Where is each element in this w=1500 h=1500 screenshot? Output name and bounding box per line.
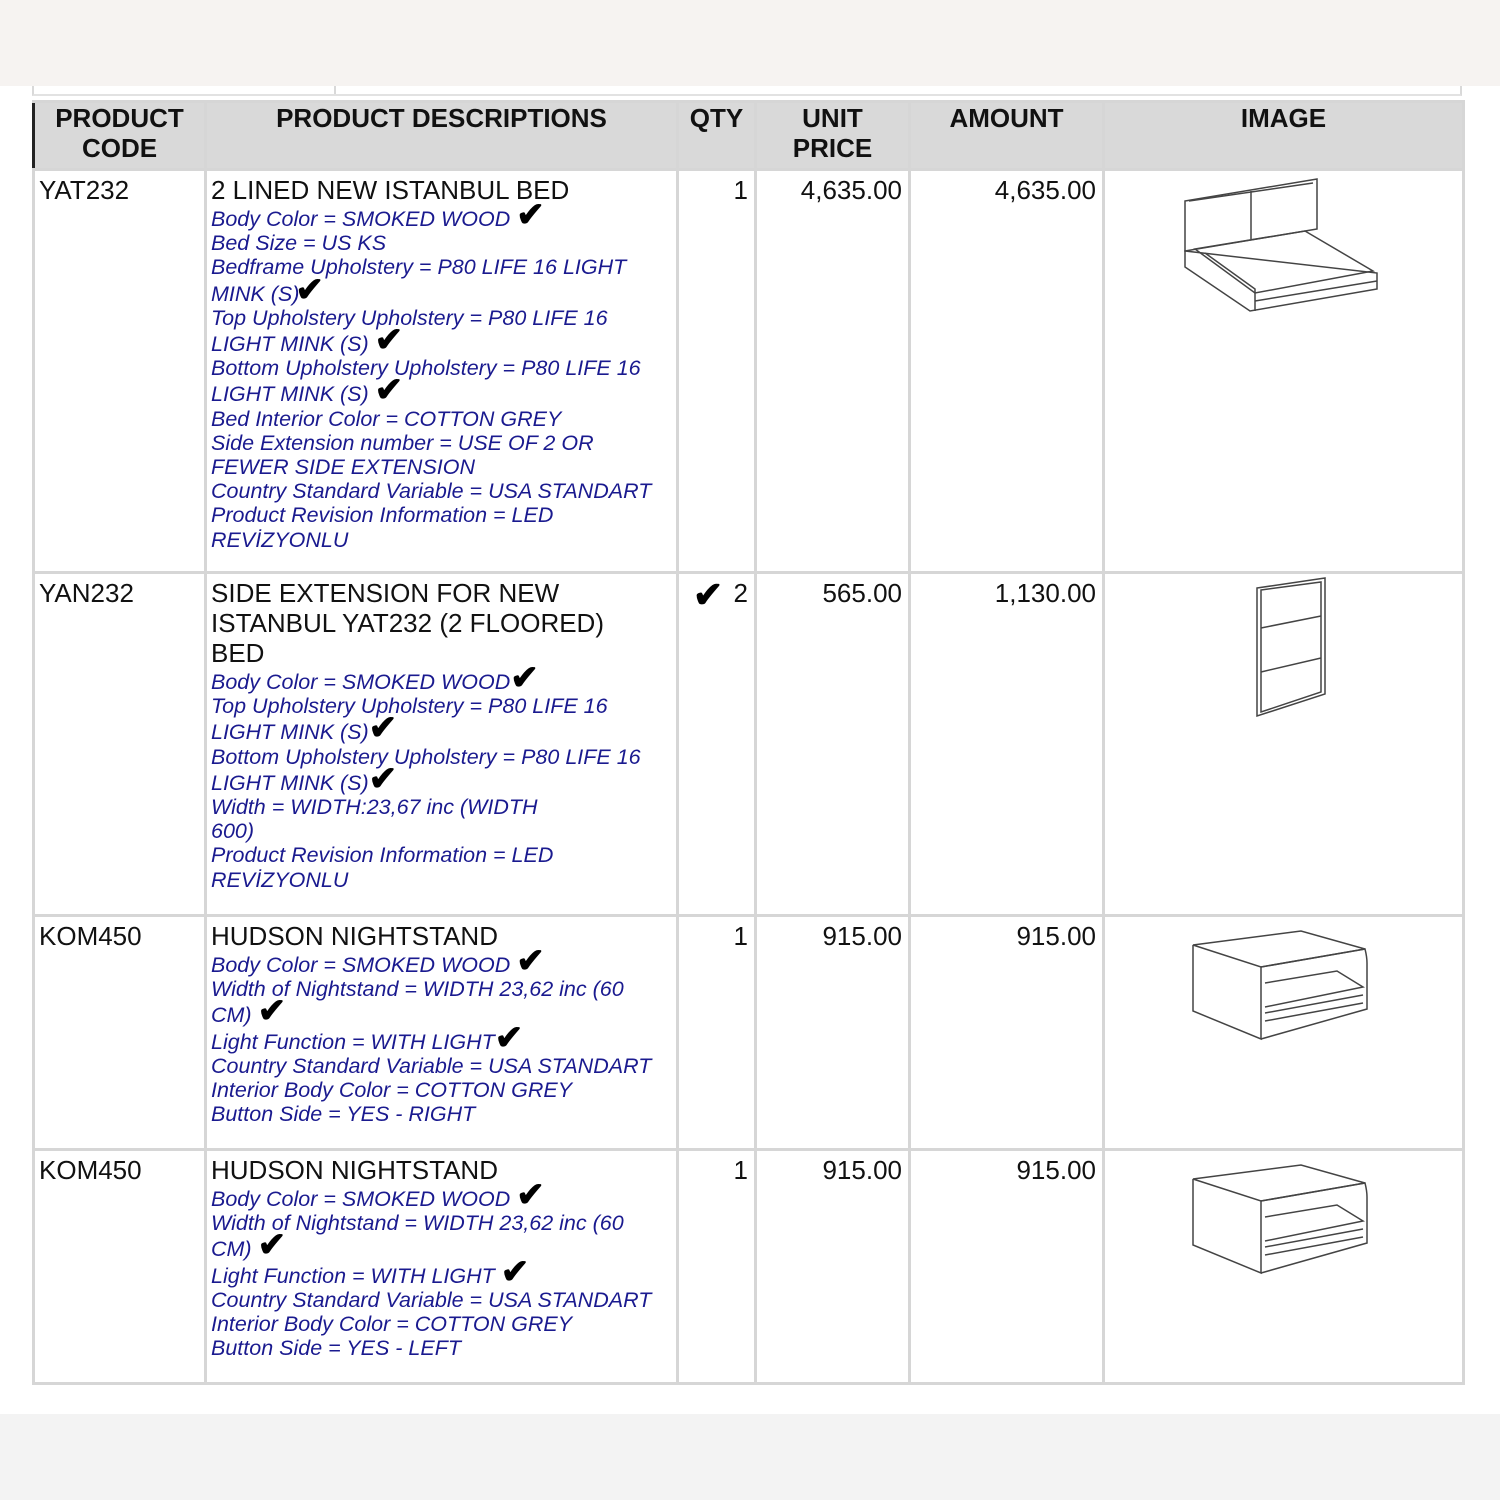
option-line: Body Color = SMOKED WOOD✔ (211, 659, 539, 697)
product-description (206, 1150, 678, 1384)
option-line: Body Color = SMOKED WOOD ✔ (211, 1176, 545, 1214)
option-line: Interior Body Color = COTTON GREY (211, 1078, 573, 1103)
checkmark-icon: ✔ (295, 270, 324, 309)
qty-cell (678, 573, 756, 916)
product-image (1104, 573, 1464, 916)
product-image (1104, 170, 1464, 573)
table-header-row (34, 102, 1464, 170)
product-code: YAN232 (34, 573, 206, 916)
product-title: HUDSON NIGHTSTAND (211, 921, 498, 951)
product-image (1104, 916, 1464, 1150)
option-line: Country Standard Variable = USA STANDART (211, 479, 652, 504)
product-image (1104, 1150, 1464, 1384)
header-image: IMAGE (1104, 102, 1464, 170)
option-line: Light Function = WITH LIGHT ✔ (211, 1252, 530, 1291)
bed-drawing-icon (1105, 171, 1465, 321)
checkmark-icon: ✔ (516, 942, 545, 980)
option-line: Top Upholstery Upholstery = P80 LIFE 16 LIGHT MINK (S)✔ (211, 694, 608, 748)
amount: 915.00 (910, 916, 1104, 1150)
checkmark-icon: ✔ (510, 659, 539, 697)
checkmark-icon: ✔ (494, 1018, 524, 1057)
product-description (206, 573, 678, 916)
bottom-band (0, 1414, 1500, 1500)
side-panel-drawing-icon (1105, 574, 1465, 724)
checkmark-icon: ✔ (516, 1176, 545, 1214)
order-sheet (0, 86, 1500, 1414)
product-code: YAT232 (34, 170, 206, 573)
table-row (34, 1150, 1464, 1384)
unit-price: 915.00 (756, 1150, 910, 1384)
product-title: SIDE EXTENSION FOR NEW ISTANBUL YAT232 (2 FLOORED) BED (211, 578, 604, 668)
order-table (32, 100, 1465, 1385)
checkmark-icon: ✔ (368, 759, 398, 798)
header-product-descriptions: PRODUCT DESCRIPTIONS (206, 102, 678, 170)
option-line: Bottom Upholstery Upholstery = P80 LIFE 16 LIGHT MINK (S)✔ (211, 744, 641, 798)
option-line: Width of Nightstand = WIDTH 23,62 inc (60 CM) ✔ (211, 1211, 624, 1265)
table-row (34, 916, 1464, 1150)
product-description (206, 170, 678, 573)
qty: 1 (678, 916, 756, 1150)
qty: 1 (678, 170, 756, 573)
amount: 4,635.00 (910, 170, 1104, 573)
product-title: 2 LINED NEW ISTANBUL BED (211, 175, 570, 205)
header-product-code: PRODUCT CODE (34, 102, 206, 170)
nightstand-drawing-icon (1105, 917, 1465, 1067)
nightstand-drawing-icon (1105, 1151, 1465, 1301)
unit-price: 4,635.00 (756, 170, 910, 573)
checkmark-icon: ✔ (257, 992, 287, 1031)
product-title: HUDSON NIGHTSTAND (211, 1155, 498, 1185)
option-line: Bed Size = US KS (211, 231, 387, 256)
header-amount: AMOUNT (910, 102, 1104, 170)
checkmark-icon: ✔ (516, 196, 545, 234)
option-line: Bedframe Upholstery = P80 LIFE 16 LIGHT MINK (S) ✔ (211, 255, 627, 309)
option-line: Width = WIDTH:23,67 inc (WIDTH 600) (211, 795, 538, 844)
option-line: Side Extension number = USE OF 2 OR FEWER SIDE EXTENSION (211, 430, 594, 480)
product-code: KOM450 (34, 916, 206, 1150)
option-line: Button Side = YES - LEFT (211, 1336, 461, 1361)
qty: 2 (733, 578, 748, 608)
option-line: Bottom Upholstery Upholstery = P80 LIFE 16 LIGHT MINK (S) ✔ (211, 356, 641, 410)
amount: 915.00 (910, 1150, 1104, 1384)
checkmark-icon: ✔ (693, 574, 724, 615)
option-line: Country Standard Variable = USA STANDART (211, 1053, 652, 1078)
unit-price: 915.00 (756, 916, 910, 1150)
option-line: Bed Interior Color = COTTON GREY (211, 406, 562, 431)
option-line: Width of Nightstand = WIDTH 23,62 inc (60 CM) ✔ (211, 977, 624, 1031)
option-line: Button Side = YES - RIGHT (211, 1102, 476, 1127)
header-qty: QTY (678, 102, 756, 170)
qty: 1 (678, 1150, 756, 1384)
header-unit-price: UNIT PRICE (756, 102, 910, 170)
checkmark-icon: ✔ (374, 371, 404, 410)
amount: 1,130.00 (910, 573, 1104, 916)
option-line: Interior Body Color = COTTON GREY (211, 1312, 573, 1337)
option-line: Product Revision Information = LED REVİZYONLU (211, 843, 554, 892)
top-strip (32, 86, 1462, 96)
product-code: KOM450 (34, 1150, 206, 1384)
option-line: Body Color = SMOKED WOOD ✔ (211, 196, 545, 234)
table-row (34, 170, 1464, 573)
option-line: Country Standard Variable = USA STANDART (211, 1287, 652, 1312)
option-line: Product Revision Information = LED REVİZYONLU (211, 503, 554, 552)
checkmark-icon: ✔ (374, 321, 404, 360)
product-description (206, 916, 678, 1150)
checkmark-icon: ✔ (368, 709, 398, 748)
option-line: Body Color = SMOKED WOOD ✔ (211, 942, 545, 980)
checkmark-icon: ✔ (257, 1226, 287, 1265)
table-row (34, 573, 1464, 916)
unit-price: 565.00 (756, 573, 910, 916)
option-line: Top Upholstery Upholstery = P80 LIFE 16 LIGHT MINK (S) ✔ (211, 305, 608, 360)
checkmark-icon: ✔ (500, 1252, 530, 1291)
option-line: Light Function = WITH LIGHT✔ (211, 1018, 524, 1057)
